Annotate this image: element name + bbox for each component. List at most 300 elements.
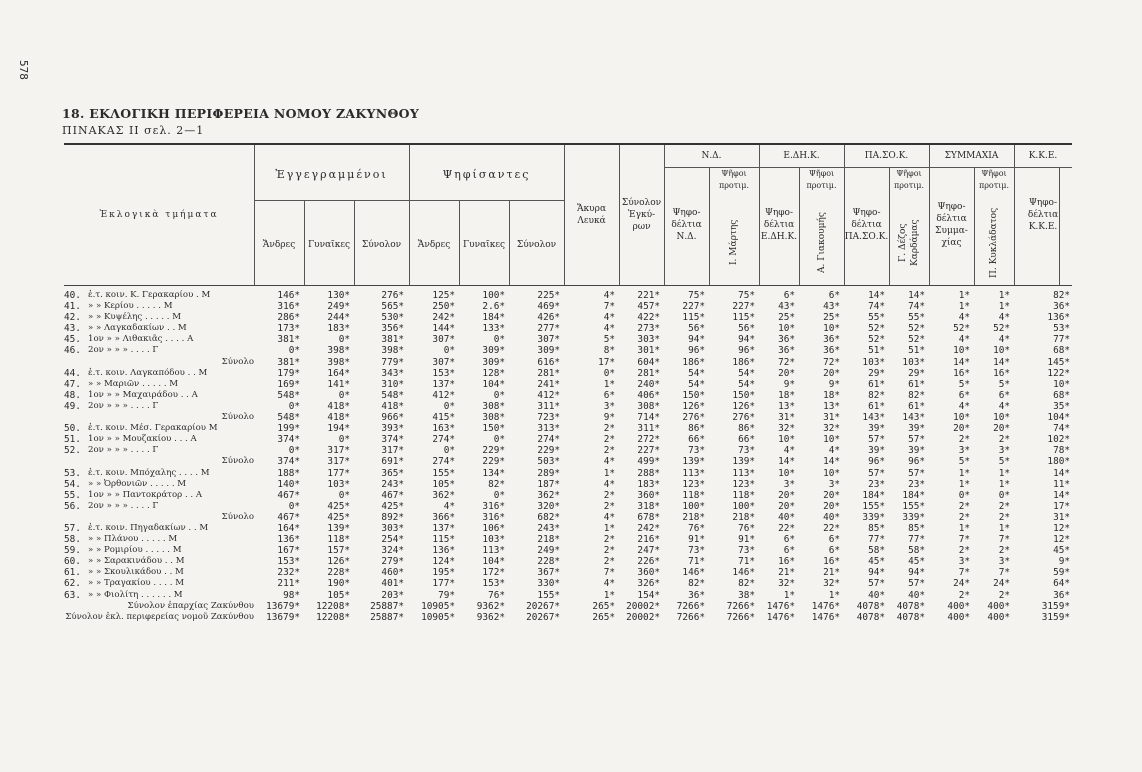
cell-value: 4* — [958, 400, 970, 412]
cell-value: 9362* — [476, 600, 505, 612]
cell-value: 249* — [327, 301, 350, 313]
cell-value: 1* — [958, 522, 970, 534]
edik-candidate: Α. Γιακουμής — [817, 212, 827, 273]
cell-value: 7* — [998, 567, 1010, 579]
cell-value: 4* — [603, 456, 615, 468]
cell-value: 96* — [868, 456, 885, 468]
cell-value: 274* — [537, 434, 560, 446]
row-label: » » Τραγακίου . . . . M — [88, 578, 185, 589]
cell-value: 311* — [537, 400, 560, 412]
cell-value: 150* — [482, 423, 505, 435]
cell-value: 9* — [828, 378, 840, 390]
cell-value: 123* — [732, 478, 755, 490]
cell-value: 460* — [381, 567, 404, 579]
row-number: 40. — [64, 290, 81, 301]
row-label: » » Μαριῶν . . . . . M — [88, 378, 179, 389]
cell-value: 227* — [637, 445, 660, 457]
cell-value: 3* — [998, 445, 1010, 457]
cell-value: 75* — [738, 290, 755, 301]
cell-value: 0* — [493, 489, 505, 501]
cell-value: 43* — [823, 301, 840, 313]
cell-value: 177* — [432, 578, 455, 590]
cell-value: 10* — [823, 434, 840, 446]
cell-value: 38* — [738, 589, 755, 601]
cell-value: 94* — [868, 567, 885, 579]
cell-value: 714* — [637, 412, 660, 424]
pasok-pref: Ψῆφοι προτιμ. — [893, 169, 925, 190]
cell-value: 3* — [783, 478, 795, 490]
table-row — [64, 612, 1072, 623]
cell-value: 221* — [637, 290, 660, 301]
cell-value: 6* — [783, 534, 795, 546]
cell-value: 71* — [738, 556, 755, 568]
table-row — [64, 468, 1072, 479]
cell-value: 393* — [381, 423, 404, 435]
cell-value: 14* — [953, 356, 970, 368]
cell-value: 381* — [381, 334, 404, 346]
cell-value: 0* — [288, 445, 300, 457]
cell-value: 164* — [277, 522, 300, 534]
cell-value: 0* — [998, 489, 1010, 501]
cell-value: 415* — [432, 412, 455, 424]
cell-value: 265* — [592, 611, 615, 623]
cell-value: 36* — [1053, 589, 1070, 601]
cell-value: 157* — [327, 545, 350, 557]
cell-value: 122* — [1047, 367, 1070, 379]
cell-value: 678* — [637, 511, 660, 523]
cell-value: 103* — [482, 534, 505, 546]
cell-value: 2* — [603, 434, 615, 446]
cell-value: 548* — [277, 412, 300, 424]
cell-value: 218* — [682, 511, 705, 523]
cell-value: 20* — [953, 423, 970, 435]
cell-value: 136* — [432, 545, 455, 557]
cell-value: 0* — [603, 367, 615, 379]
cell-value: 57* — [908, 467, 925, 479]
cell-value: 167* — [277, 545, 300, 557]
cell-value: 0* — [288, 500, 300, 512]
cell-value: 265* — [592, 600, 615, 612]
cell-value: 31* — [823, 412, 840, 424]
registered-men: Ἄνδρες — [262, 240, 296, 250]
cell-value: 425* — [381, 500, 404, 512]
cell-value: 4* — [603, 578, 615, 590]
cell-value: 146* — [732, 567, 755, 579]
cell-value: 7266* — [676, 600, 705, 612]
cell-value: 3* — [828, 478, 840, 490]
cell-value: 20* — [778, 489, 795, 501]
cell-value: 9* — [783, 378, 795, 390]
row-label: Σύνολο — [221, 356, 254, 367]
cell-value: 173* — [277, 323, 300, 335]
cell-value: 36* — [823, 345, 840, 357]
cell-value: 0* — [493, 334, 505, 346]
table-row — [64, 479, 1072, 490]
cell-value: 9362* — [476, 611, 505, 623]
cell-value: 412* — [432, 389, 455, 401]
cell-value: 118* — [327, 534, 350, 546]
cell-value: 326* — [637, 578, 660, 590]
cell-value: 18* — [778, 389, 795, 401]
cell-value: 153* — [432, 367, 455, 379]
row-label: » » Ρομιρίου . . . . . M — [88, 545, 182, 556]
table-row — [64, 412, 1072, 423]
cell-value: 616* — [537, 356, 560, 368]
cell-value: 45* — [868, 556, 885, 568]
cell-value: 113* — [732, 467, 755, 479]
row-label: Σύνολον ἐπαρχίας Ζακύνθου — [127, 600, 254, 611]
cell-value: 317* — [327, 445, 350, 457]
cell-value: 39* — [868, 423, 885, 435]
row-number: 60. — [64, 556, 81, 568]
blank-header: Ἄκυρα Λευκά — [576, 204, 607, 226]
cell-value: 153* — [277, 556, 300, 568]
cell-value: 139* — [327, 522, 350, 534]
cell-value: 115* — [682, 312, 705, 324]
cell-value: 94* — [688, 334, 705, 346]
cell-value: 2* — [603, 556, 615, 568]
cell-value: 467* — [277, 489, 300, 501]
cell-value: 273* — [637, 323, 660, 335]
cell-value: 274* — [432, 456, 455, 468]
cell-value: 229* — [482, 445, 505, 457]
cell-value: 3* — [603, 400, 615, 412]
cell-value: 1476* — [811, 611, 840, 623]
cell-value: 1476* — [766, 600, 795, 612]
registered-total: Σύνολον — [361, 240, 402, 250]
cell-value: 53* — [1053, 323, 1070, 335]
cell-value: 225* — [537, 290, 560, 301]
cell-value: 1* — [958, 290, 970, 301]
table-row — [64, 401, 1072, 412]
table-row — [64, 501, 1072, 512]
row-label: 2ον » » » . . . . Γ — [88, 500, 159, 511]
row-label: Σύνολον ἐκλ. περιφερείας νομοῦ Ζακύνθου — [65, 611, 254, 622]
cell-value: 400* — [947, 611, 970, 623]
cell-value: 7* — [958, 567, 970, 579]
cell-value: 54* — [738, 378, 755, 390]
cell-value: 164* — [327, 367, 350, 379]
cell-value: 309* — [482, 356, 505, 368]
cell-value: 9* — [1058, 556, 1070, 568]
cell-value: 499* — [637, 456, 660, 468]
cell-value: 1* — [998, 301, 1010, 313]
cell-value: 4* — [443, 500, 455, 512]
cell-value: 94* — [738, 334, 755, 346]
cell-value: 77* — [1053, 334, 1070, 346]
cell-value: 604* — [637, 356, 660, 368]
cell-value: 25* — [778, 312, 795, 324]
cell-value: 1* — [603, 522, 615, 534]
cell-value: 115* — [432, 534, 455, 546]
cell-value: 123* — [682, 478, 705, 490]
cell-value: 242* — [432, 312, 455, 324]
table-row — [64, 334, 1072, 345]
page-number: 578 — [17, 60, 30, 80]
cell-value: 227* — [732, 301, 755, 313]
cell-value: 4* — [603, 312, 615, 324]
row-number: 49. — [64, 400, 81, 412]
cell-value: 20267* — [526, 611, 560, 623]
cell-value: 398* — [381, 345, 404, 357]
cell-value: 339* — [902, 511, 925, 523]
cell-value: 1* — [958, 478, 970, 490]
cell-value: 36* — [688, 589, 705, 601]
cell-value: 79* — [438, 589, 455, 601]
cell-value: 20* — [778, 500, 795, 512]
cell-value: 21* — [778, 567, 795, 579]
cell-value: 14* — [778, 456, 795, 468]
cell-value: 66* — [738, 434, 755, 446]
cell-value: 39* — [868, 445, 885, 457]
nd-candidate: Ι. Μάρτης — [729, 219, 739, 266]
cell-value: 316* — [277, 301, 300, 313]
cell-value: 184* — [902, 489, 925, 501]
cell-value: 366* — [432, 511, 455, 523]
cell-value: 57* — [868, 434, 885, 446]
cell-value: 78* — [1053, 445, 1070, 457]
cell-value: 20002* — [626, 600, 660, 612]
cell-value: 154* — [637, 589, 660, 601]
cell-value: 73* — [738, 445, 755, 457]
cell-value: 281* — [537, 367, 560, 379]
cell-value: 0* — [493, 389, 505, 401]
cell-value: 104* — [482, 556, 505, 568]
cell-value: 418* — [381, 400, 404, 412]
cell-value: 54* — [688, 378, 705, 390]
cell-value: 244* — [327, 312, 350, 324]
cell-value: 0* — [493, 434, 505, 446]
row-number: 54. — [64, 478, 81, 490]
cell-value: 311* — [637, 423, 660, 435]
cell-value: 20267* — [526, 600, 560, 612]
cell-value: 54* — [688, 367, 705, 379]
cell-value: 892* — [381, 511, 404, 523]
cell-value: 153* — [482, 578, 505, 590]
table-row — [64, 534, 1072, 545]
cell-value: 43* — [778, 301, 795, 313]
cell-value: 242* — [637, 522, 660, 534]
row-label: 2ον » » » . . . . Γ — [88, 345, 159, 356]
cell-value: 318* — [637, 500, 660, 512]
cell-value: 309* — [482, 345, 505, 357]
cell-value: 125* — [432, 290, 455, 301]
cell-value: 143* — [902, 412, 925, 424]
cell-value: 55* — [868, 312, 885, 324]
cell-value: 56* — [738, 323, 755, 335]
row-label: 1ον » » Μαχαιράδου . . A — [88, 389, 198, 400]
table-row — [64, 445, 1072, 456]
cell-value: 150* — [682, 389, 705, 401]
cell-value: 115* — [732, 312, 755, 324]
row-label: ἐ.τ. κοιν. Πηγαδακίων . . M — [88, 522, 209, 533]
cell-value: 691* — [381, 456, 404, 468]
cell-value: 276* — [381, 290, 404, 301]
cell-value: 316* — [482, 500, 505, 512]
cell-value: 29* — [908, 367, 925, 379]
cell-value: 56* — [688, 323, 705, 335]
cell-value: 68* — [1053, 345, 1070, 357]
cell-value: 6* — [603, 389, 615, 401]
cell-value: 400* — [987, 611, 1010, 623]
cell-value: 124* — [432, 556, 455, 568]
cell-value: 118* — [682, 489, 705, 501]
cell-value: 1* — [958, 467, 970, 479]
cell-value: 303* — [637, 334, 660, 346]
cell-value: 59* — [1053, 567, 1070, 579]
cell-value: 104* — [1047, 412, 1070, 424]
cell-value: 1476* — [766, 611, 795, 623]
cell-value: 10* — [993, 412, 1010, 424]
cell-value: 6* — [828, 545, 840, 557]
cell-value: 16* — [993, 367, 1010, 379]
cell-value: 250* — [432, 301, 455, 313]
row-label: » » Σαρακινάδου . . M — [88, 556, 185, 567]
voted-total: Σύνολον — [516, 240, 557, 250]
cell-value: 469* — [537, 301, 560, 313]
cell-value: 24* — [953, 578, 970, 590]
cell-value: 52* — [953, 323, 970, 335]
cell-value: 22* — [778, 522, 795, 534]
cell-value: 4* — [958, 334, 970, 346]
cell-value: 1* — [603, 589, 615, 601]
row-label: ἐ.τ. κοιν. Κ. Γερακαρίου . M — [88, 290, 211, 300]
cell-value: 72* — [778, 356, 795, 368]
cell-value: 36* — [823, 334, 840, 346]
table-row — [64, 601, 1072, 612]
cell-value: 36* — [1053, 301, 1070, 313]
cell-value: 422* — [637, 312, 660, 324]
cell-value: 2* — [603, 489, 615, 501]
cell-value: 240* — [637, 378, 660, 390]
cell-value: 1* — [998, 522, 1010, 534]
cell-value: 155* — [537, 589, 560, 601]
cell-value: 2* — [958, 589, 970, 601]
cell-value: 36* — [778, 345, 795, 357]
cell-value: 100* — [732, 500, 755, 512]
cell-value: 4* — [603, 290, 615, 301]
cell-value: 0* — [443, 445, 455, 457]
voted-header: Ψηφίσαντες — [442, 168, 531, 181]
cell-value: 10* — [778, 323, 795, 335]
kke-ballots: Ψηφο-δέλτια Κ.Κ.Ε. — [1027, 198, 1059, 232]
cell-value: 150* — [732, 389, 755, 401]
cell-value: 279* — [381, 556, 404, 568]
row-label: Σύνολο — [221, 511, 254, 522]
cell-value: 23* — [908, 478, 925, 490]
cell-value: 723* — [537, 412, 560, 424]
cell-value: 136* — [277, 534, 300, 546]
cell-value: 106* — [482, 522, 505, 534]
table-row — [64, 312, 1072, 323]
cell-value: 277* — [537, 323, 560, 335]
cell-value: 2* — [603, 423, 615, 435]
symmachia-ballots: Ψηφο-δέλτια Συμμα-χίας — [935, 202, 968, 248]
cell-value: 7* — [603, 301, 615, 313]
cell-value: 10* — [823, 323, 840, 335]
cell-value: 4078* — [856, 600, 885, 612]
cell-value: 4* — [603, 323, 615, 335]
cell-value: 40* — [868, 589, 885, 601]
cell-value: 356* — [381, 323, 404, 335]
cell-value: 146* — [682, 567, 705, 579]
row-number: 47. — [64, 378, 81, 390]
cell-value: 309* — [537, 345, 560, 357]
voted-women: Γυναῖκες — [462, 240, 506, 250]
cell-value: 362* — [537, 489, 560, 501]
cell-value: 140* — [277, 478, 300, 490]
cell-value: 7266* — [726, 600, 755, 612]
cell-value: 6* — [783, 545, 795, 557]
cell-value: 14* — [908, 290, 925, 301]
cell-value: 1* — [603, 467, 615, 479]
cell-value: 2.6* — [482, 301, 505, 313]
cell-value: 418* — [327, 400, 350, 412]
cell-value: 76* — [688, 522, 705, 534]
edik-ballots: Ψηφο-δέλτια Ε.ΔΗ.Κ. — [760, 208, 798, 242]
cell-value: 374* — [381, 434, 404, 446]
cell-value: 1* — [998, 290, 1010, 301]
cell-value: 682* — [537, 511, 560, 523]
cell-value: 73* — [688, 545, 705, 557]
cell-value: 139* — [732, 456, 755, 468]
cell-value: 183* — [327, 323, 350, 335]
cell-value: 188* — [277, 467, 300, 479]
cell-value: 4* — [603, 478, 615, 490]
cell-value: 137* — [432, 378, 455, 390]
cell-value: 105* — [432, 478, 455, 490]
cell-value: 32* — [823, 423, 840, 435]
cell-value: 31* — [1053, 511, 1070, 523]
cell-value: 130* — [327, 290, 350, 301]
cell-value: 29* — [868, 367, 885, 379]
cell-value: 4* — [998, 334, 1010, 346]
cell-value: 467* — [381, 489, 404, 501]
cell-value: 5* — [958, 378, 970, 390]
cell-value: 9* — [603, 412, 615, 424]
cell-value: 317* — [381, 445, 404, 457]
cell-value: 2* — [958, 500, 970, 512]
row-number: 62. — [64, 578, 81, 590]
cell-value: 218* — [732, 511, 755, 523]
cell-value: 1* — [603, 378, 615, 390]
row-number: 56. — [64, 500, 81, 512]
cell-value: 4078* — [896, 600, 925, 612]
table-row — [64, 578, 1072, 589]
cell-value: 374* — [277, 456, 300, 468]
cell-value: 163* — [432, 423, 455, 435]
cell-value: 57* — [908, 578, 925, 590]
cell-value: 17* — [598, 356, 615, 368]
cell-value: 71* — [688, 556, 705, 568]
cell-value: 232* — [277, 567, 300, 579]
row-number: 52. — [64, 445, 81, 457]
table-row — [64, 323, 1072, 334]
cell-value: 82* — [868, 389, 885, 401]
cell-value: 3* — [958, 556, 970, 568]
cell-value: 426* — [537, 312, 560, 324]
cell-value: 2* — [603, 500, 615, 512]
cell-value: 126* — [327, 556, 350, 568]
cell-value: 128* — [482, 367, 505, 379]
cell-value: 381* — [277, 356, 300, 368]
cell-value: 103* — [327, 478, 350, 490]
cell-value: 21* — [823, 567, 840, 579]
cell-value: 1476* — [811, 600, 840, 612]
table-row — [64, 556, 1072, 567]
valid-header: Σύνολον Ἐγκύ-ρων — [621, 198, 662, 232]
cell-value: 966* — [381, 412, 404, 424]
